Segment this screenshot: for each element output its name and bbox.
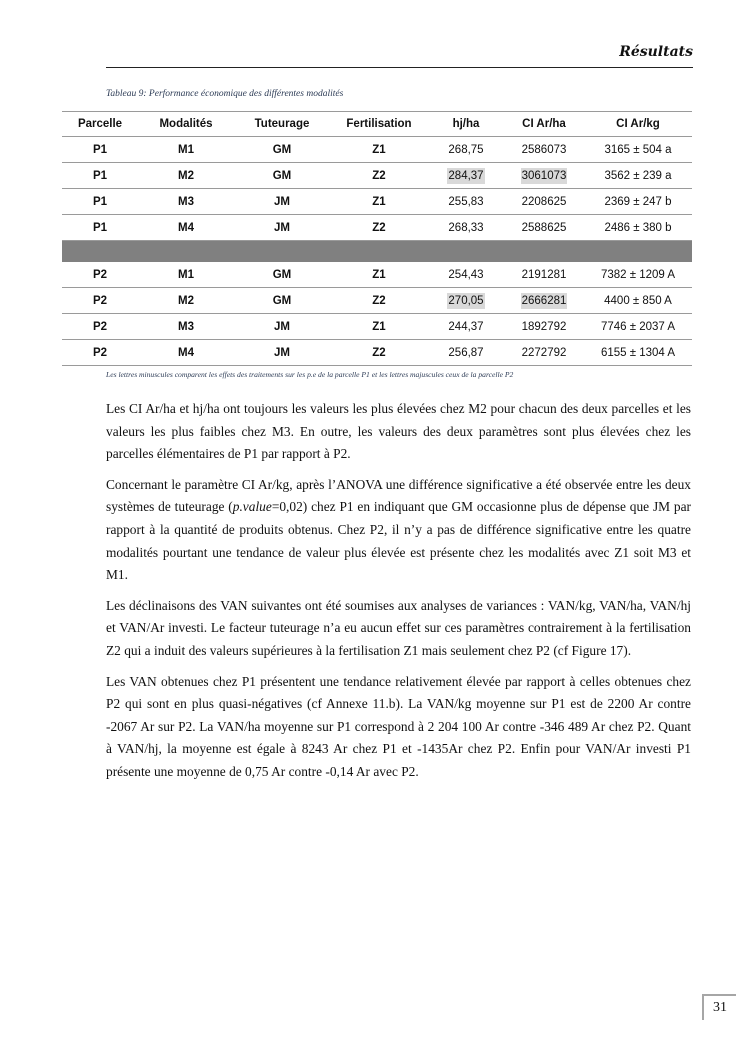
table-separator	[62, 241, 692, 262]
paragraph-text: Concernant le paramètre CI Ar/kg, après l’ANOVA une différence significative a été observée entre les deux systèmes de tuteurage (	[106, 476, 691, 515]
table-row	[62, 137, 692, 163]
cell-parcelle: P1	[62, 163, 138, 189]
cell-ci-ar-kg: 2369 ± 247 b	[584, 189, 692, 215]
table-row	[62, 215, 692, 241]
cell-modalite: M4	[138, 215, 234, 241]
cell-ci-ar-ha	[504, 163, 584, 189]
cell-modalite: M3	[138, 189, 234, 215]
cell-modalite: M1	[138, 262, 234, 288]
table-row	[62, 163, 692, 189]
column-header: hj/ha	[428, 112, 504, 137]
cell-ci-ar-ha: 2586073	[504, 137, 584, 163]
table-row	[62, 189, 692, 215]
table-footnote: Les lettres minuscules comparent les effets des traitements sur les p.e de la parcelle P1 et les lettres majuscules ceux de la parcelle P2	[106, 370, 514, 379]
table-body-p1	[62, 137, 692, 241]
pvalue-italic: p.value	[232, 499, 272, 515]
cell-hj-ha	[428, 288, 504, 314]
table-body-p2	[62, 262, 692, 366]
cell-ci-ar-ha: 2588625	[504, 215, 584, 241]
cell-hj-ha: 254,43	[428, 262, 504, 288]
table-header-row	[62, 112, 692, 137]
cell-tuteurage: GM	[234, 288, 330, 314]
cell-tuteurage: JM	[234, 314, 330, 340]
cell-tuteurage: GM	[234, 262, 330, 288]
cell-tuteurage: GM	[234, 137, 330, 163]
cell-ci-ar-kg: 3165 ± 504 a	[584, 137, 692, 163]
column-header: Tuteurage	[234, 112, 330, 137]
cell-hj-ha: 255,83	[428, 189, 504, 215]
paragraph: Les déclinaisons des VAN suivantes ont été soumises aux analyses de variances : VAN/kg, VAN/ha, VAN/hj et VAN/Ar investi. Le facteur tuteurage n’a eu aucun effet sur ces paramètres contrairement à la fertilisation Z2 qui a induit des valeurs supérieures à la fertilisation Z1 mais seulement chez P2 (cf Figure 17).	[106, 597, 691, 658]
cell-fertilisation: Z2	[330, 288, 428, 314]
page-number: 31	[702, 994, 736, 1020]
table-caption: Tableau 9: Performance économique des différentes modalités	[106, 89, 344, 99]
cell-tuteurage: JM	[234, 340, 330, 366]
header-rule	[106, 67, 693, 68]
highlighted-value: 270,05	[448, 294, 484, 307]
column-header: Modalités	[138, 112, 234, 137]
paragraph	[106, 474, 691, 587]
cell-modalite: M2	[138, 288, 234, 314]
performance-table	[62, 111, 692, 366]
separator-row	[62, 241, 692, 262]
cell-fertilisation: Z2	[330, 215, 428, 241]
cell-tuteurage: JM	[234, 189, 330, 215]
column-header: CI Ar/kg	[584, 112, 692, 137]
paragraph-text: =0,02) chez P1 en indiquant que GM occasionne plus de dépense que JM par rapport à la quantité de produits obtenus. Chez P2, il n’y a pas de différence significative entre les quatre modalités pourtant une tendance de valeur plus élevée est présente chez les modalités avec Z1 soit M3 et M1.	[106, 499, 691, 583]
header-title: Résultats	[619, 44, 693, 60]
cell-ci-ar-ha: 2191281	[504, 262, 584, 288]
cell-fertilisation: Z2	[330, 340, 428, 366]
cell-ci-ar-kg: 6155 ± 1304 A	[584, 340, 692, 366]
cell-fertilisation: Z1	[330, 137, 428, 163]
table-row	[62, 262, 692, 288]
cell-ci-ar-kg: 7746 ± 2037 A	[584, 314, 692, 340]
highlighted-value: 3061073	[521, 169, 567, 182]
cell-ci-ar-ha: 2208625	[504, 189, 584, 215]
cell-hj-ha: 244,37	[428, 314, 504, 340]
cell-parcelle: P1	[62, 215, 138, 241]
column-header: CI Ar/ha	[504, 112, 584, 137]
cell-ci-ar-ha: 1892792	[504, 314, 584, 340]
cell-parcelle: P1	[62, 189, 138, 215]
table-row	[62, 288, 692, 314]
cell-fertilisation: Z2	[330, 163, 428, 189]
cell-hj-ha	[428, 163, 504, 189]
cell-tuteurage: JM	[234, 215, 330, 241]
column-header: Parcelle	[62, 112, 138, 137]
column-header: Fertilisation	[330, 112, 428, 137]
paragraph: Les CI Ar/ha et hj/ha ont toujours les valeurs les plus élevées chez M2 pour chacun des deux parcelles et les valeurs les plus faibles chez M3. En outre, les valeurs des deux paramètres sont plus élevées chez les parcelles élémentaires de P1 par rapport à P2.	[106, 401, 691, 462]
cell-parcelle: P1	[62, 137, 138, 163]
cell-fertilisation: Z1	[330, 314, 428, 340]
cell-hj-ha: 256,87	[428, 340, 504, 366]
cell-ci-ar-kg: 4400 ± 850 A	[584, 288, 692, 314]
highlighted-value: 284,37	[448, 169, 484, 182]
cell-ci-ar-kg: 2486 ± 380 b	[584, 215, 692, 241]
cell-ci-ar-kg: 7382 ± 1209 A	[584, 262, 692, 288]
cell-hj-ha: 268,33	[428, 215, 504, 241]
cell-parcelle: P2	[62, 262, 138, 288]
cell-modalite: M4	[138, 340, 234, 366]
cell-modalite: M2	[138, 163, 234, 189]
cell-parcelle: P2	[62, 288, 138, 314]
cell-ci-ar-ha	[504, 288, 584, 314]
cell-parcelle: P2	[62, 340, 138, 366]
cell-fertilisation: Z1	[330, 262, 428, 288]
table-row	[62, 314, 692, 340]
cell-parcelle: P2	[62, 314, 138, 340]
body-text	[106, 398, 691, 792]
cell-tuteurage: GM	[234, 163, 330, 189]
paragraph: Les VAN obtenues chez P1 présentent une tendance relativement élevée par rapport à celles obtenues chez P2 qui sont en plus quasi-négatives (cf Annexe 11.b). La VAN/kg moyenne sur P1 est de 2200 Ar contre -2067 Ar sur P2. La VAN/ha moyenne sur P1 correspond à 2 204 100 Ar contre -346 489 Ar chez P2. Quant à VAN/hj, la moyenne est égale à 8243 Ar chez P1 et -1435Ar chez P2. Enfin pour VAN/Ar investi P1 présente une moyenne de 0,75 Ar contre -0,14 Ar avec P2.	[106, 673, 691, 779]
cell-ci-ar-kg: 3562 ± 239 a	[584, 163, 692, 189]
table-row	[62, 340, 692, 366]
cell-fertilisation: Z1	[330, 189, 428, 215]
cell-modalite: M3	[138, 314, 234, 340]
cell-ci-ar-ha: 2272792	[504, 340, 584, 366]
cell-modalite: M1	[138, 137, 234, 163]
highlighted-value: 2666281	[521, 294, 567, 307]
cell-hj-ha: 268,75	[428, 137, 504, 163]
